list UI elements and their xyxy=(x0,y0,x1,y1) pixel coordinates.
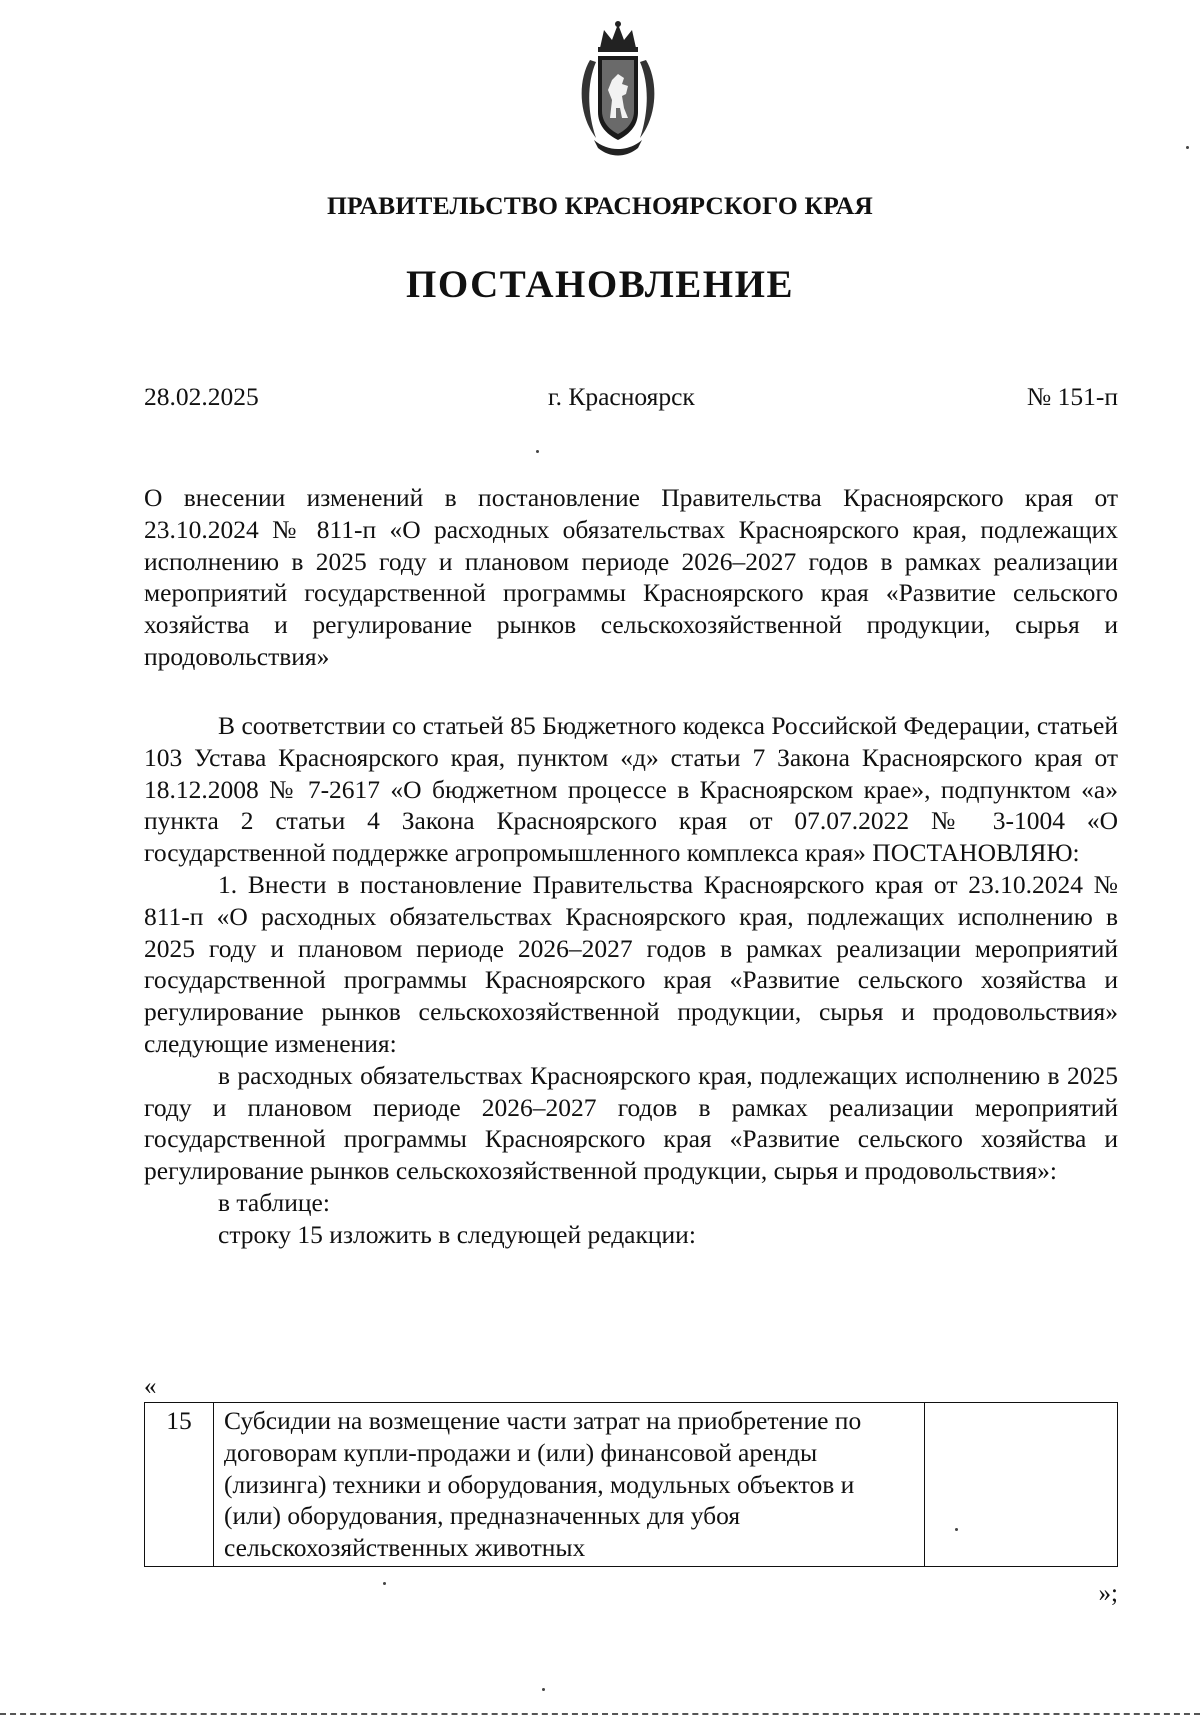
document-body xyxy=(144,710,1118,1251)
document-number: № 151-п xyxy=(1026,382,1118,411)
row-value-cell xyxy=(925,1403,1118,1567)
opening-quote: « xyxy=(144,1373,157,1400)
table-row xyxy=(145,1403,1118,1567)
amendment-paragraph: в расходных обязательствах Красноярского края, подлежащих исполнению в 2025 году и плановом периоде 2026–2027 годов в рамках реализации мероприятий государственной программы Красноярского края «Развитие сельского хозяйства и регулирование рынков сельскохозяйственной продукции, сырья и продовольствия»: xyxy=(144,1060,1118,1186)
clause-1-paragraph: 1. Внести в постановление Правительства Красноярского края от 23.10.2024 № 811-п «О расходных обязательствах Красноярского края, подлежащих исполнению в 2025 году и плановом периоде 2026–2027 годов в рамках реализации мероприятий государственной программы Красноярского края «Развитие сельского хозяйства и регулирование рынков сельскохозяйственной продукции, сырья и продовольствия» следующие изменения: xyxy=(144,869,1118,1058)
scan-speck xyxy=(1186,146,1189,149)
preamble-paragraph: В соответствии со статьей 85 Бюджетного кодекса Российской Федерации, статьей 103 Устава Красноярского края, пунктом «д» статьи 7 Закона Красноярского края от 18.12.2008 № 7-2617 «О бюджетном процессе в Красноярском крае», подпунктом «а» пункта 2 статьи 4 Закона Красноярского края от 07.07.2022 № 3-1004 «О государственной поддержке агропромышленного комплекса края» ПОСТАНОВЛЯЮ: xyxy=(144,711,1118,868)
amendment-table xyxy=(144,1402,1118,1567)
organization-title: ПРАВИТЕЛЬСТВО КРАСНОЯРСКОГО КРАЯ xyxy=(327,191,873,220)
scan-speck xyxy=(383,1582,386,1585)
document-date: 28.02.2025 xyxy=(144,382,259,411)
scan-speck xyxy=(536,450,539,453)
scan-edge-line xyxy=(0,1713,1200,1715)
document-subject: О внесении изменений в постановление Правительства Красноярского края от 23.10.2024 № 811-п «О расходных обязательствах Красноярского края, подлежащих исполнению в 2025 году и плановом периоде 2026–2027 годов в рамках реализации мероприятий государственной программы Красноярского края «Развитие сельского хозяйства и регулирование рынков сельскохозяйственной продукции, сырья и продовольствия» xyxy=(144,483,1118,671)
scan-speck xyxy=(542,1688,545,1691)
row-instruction: строку 15 изложить в следующей редакции: xyxy=(218,1219,696,1249)
table-instruction: в таблице: xyxy=(218,1187,330,1217)
row-description-cell: Субсидии на возмещение части затрат на приобретение по договорам купли-продажи и (или) финансовой аренды (лизинга) техники и оборудования, модульных объектов и (или) оборудования, предназначенных для убоя сельскохозяйственных животных xyxy=(214,1403,925,1567)
document-city: г. Красноярск xyxy=(548,382,695,411)
scan-speck xyxy=(955,1528,958,1531)
document-type-title: ПОСТАНОВЛЕНИЕ xyxy=(405,263,794,306)
row-number-cell: 15 xyxy=(145,1403,214,1567)
krasnoyarsk-coat-of-arms-icon xyxy=(568,20,668,160)
closing-quote: »; xyxy=(1098,1580,1118,1607)
